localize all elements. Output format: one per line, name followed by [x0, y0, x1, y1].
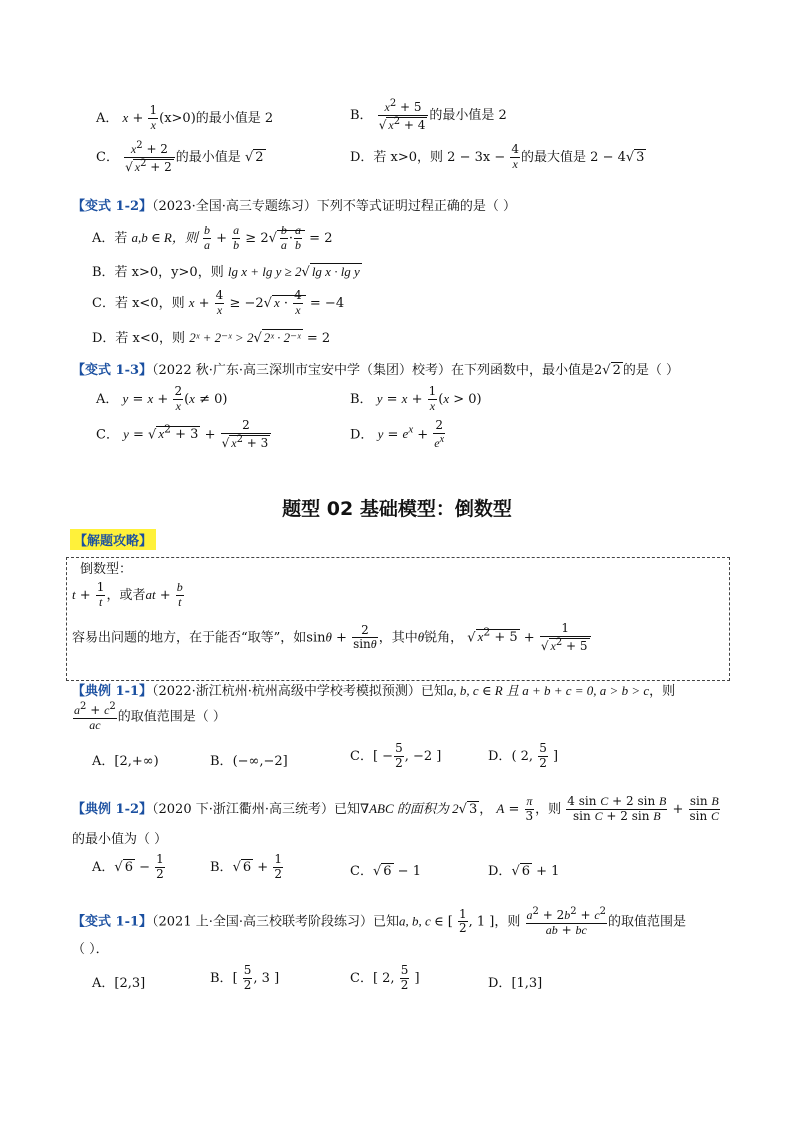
option-value: [2,3] [114, 976, 146, 991]
option-tail: − 1 [397, 864, 421, 879]
option-label: B． [210, 970, 233, 986]
option-label: C．若 x<0，则 [92, 295, 185, 311]
question-text: 的取值范围是（ ） [117, 709, 226, 725]
option-label: D． [488, 864, 512, 879]
option-text: lg x + lg y ≥ 2 [227, 264, 302, 279]
option-label: B． [210, 859, 233, 875]
option-label: A． [92, 754, 115, 769]
tip-line-3: 容易出问题的地方，在于能否“取等”，如sinθ + $\frac{2}{\sin\theta}$ ，其中θ锐角， √ $x^2 + 5$ + $\frac{1}{√ x^2 + 5}$ [72, 622, 592, 654]
question-mid: ，则 [494, 914, 521, 930]
tip-line-1: 倒数型： [80, 562, 133, 577]
d12-line-2: 的最小值为（ ） [72, 832, 168, 847]
question-tail: 的取值范围是 [608, 914, 687, 930]
question-tag: 【变式 1-2】 [72, 199, 153, 214]
option-label: A． [92, 859, 115, 875]
question-tri: ∇ABC 的面积为 2 [360, 800, 459, 816]
question-tail: ，则 [649, 684, 676, 699]
question-text: （2022·浙江杭州·杭州高级中学校考模拟预测）已知 [152, 684, 447, 699]
option-text: a,b ∈ R，则 [131, 229, 198, 245]
v11-option-a [92, 972, 145, 991]
option-label: C． [350, 748, 373, 764]
option-label: C． [96, 427, 119, 443]
question-tag: 【典例 1-1】 [72, 684, 153, 699]
v11-option-c: C．[ 2, $\frac{5}{2}$ ] [350, 963, 420, 992]
d11-option-a [92, 750, 159, 769]
question-text: （2021 上·全国·高三校联考阶段练习）已知 [152, 914, 399, 930]
option-value: [2,+∞) [114, 754, 159, 769]
option-text: 2ˣ + 2⁻ˣ > 2 [189, 330, 254, 345]
v12-option-c: C．若 x<0，则 x + $\frac{4}{x}$ ≥ −2√ x · $\frac{4}{x}$ = −4 [92, 288, 345, 317]
d12-stem: 【典例 1-2】（2020 下·浙江衢州·高三统考）已知∇ABC 的面积为 2√ 3 ， A = $\frac{\pi}{3}$ ，则 $\frac{\text{4 sin C + 2 sin B}}{\text{sin C + 2 sin B}}$ + $\frac{\text{sin B}}{\text{sin C}}$ [72, 794, 720, 823]
tip-text-c: 锐角， [424, 630, 464, 646]
v12-option-d: D．若 x<0，则 2ˣ + 2⁻ˣ > 2√ 2ˣ · 2⁻ˣ = 2 [92, 330, 331, 346]
option-label: A． [92, 976, 115, 991]
option-value: (−∞,−2] [232, 754, 288, 769]
d12-option-c: C．√ 6 − 1 [350, 864, 421, 879]
v11-option-d [488, 972, 542, 991]
v13-option-a: A． y = x + $\frac{2}{x}$ (x ≠ 0) [96, 384, 228, 413]
q0-option-c: C． $\frac{x^2 + 2}{√ x^2 + 2}$ 的最小值是 √ 2 [96, 140, 264, 174]
option-root: 2ˣ · 2⁻ˣ [263, 330, 301, 345]
option-label: A．若 [92, 230, 128, 246]
v13-option-d: D． $y = e^x$ + $\frac{2}{e^x}$ [350, 418, 445, 450]
tip-text-a: 容易出问题的地方，在于能否“取等”，如 [72, 630, 307, 646]
option-label: D． [488, 748, 512, 764]
option-label: B． [210, 754, 233, 769]
question-cond: a, b, c ∈ R 且 a + b + c = 0, a > b > c [446, 683, 650, 698]
option-label: A． [96, 391, 119, 407]
v11-line-2: （ ）． [72, 942, 109, 957]
question-tag: 【变式 1-1】 [72, 914, 153, 930]
option-label: D．若 x<0，则 [92, 331, 186, 346]
d11-option-d: D．( 2, $\frac{5}{2}$ ] [488, 741, 559, 770]
option-label: B． [350, 391, 373, 407]
question-tag: 【变式 1-3】 [72, 363, 153, 378]
v12-option-b: B．若 x>0，y>0，则 lg x + lg y ≥ 2√ lg x · lg y [92, 264, 360, 280]
question-text: （2022 秋·广东·高三深圳市宝安中学（集团）校考）在下列函数中，最小值是 [152, 363, 594, 378]
option-label: C． [350, 970, 373, 986]
d12-option-b: B．√ 6 + $\frac{1}{2}$ [210, 852, 282, 881]
option-text: (x>0)的最小值是 2 [159, 110, 274, 126]
option-text: = −4 [309, 295, 345, 311]
question-text: （2023·全国·高三专题练习）下列不等式证明过程正确的是（ ） [152, 199, 516, 214]
option-text: 的最大值是 2 − 4 [521, 149, 626, 165]
v12-option-a: A．若 a,b ∈ R，则 $\frac{b}{a}$ + $\frac{a}{b}$ ≥ 2√ $\frac{b}{a}$ · $\frac{a}{b}$ = 2 [92, 223, 333, 252]
d11-option-b [210, 750, 288, 769]
option-label: A． [96, 110, 119, 126]
v13-stem: 【变式 1-3】（2022 秋·广东·高三深圳市宝安中学（集团）校考）在下列函数中，最小值是2√ 2 的是（ ） [72, 363, 679, 378]
q0-option-a: A． x + $\frac{1}{x}$ (x>0)的最小值是 2 [96, 103, 274, 132]
section-heading: 题型 02 基础模型：倒数型 [282, 498, 512, 520]
option-label: C． [96, 149, 119, 165]
option-value: [1,3] [511, 976, 543, 991]
option-label: D． [488, 976, 512, 991]
tip-label: 【解题攻略】 [70, 529, 156, 550]
d12-option-d: D．√ 6 + 1 [488, 864, 560, 879]
q0-option-d: D．若 x>0，则 2 − 3x − $\frac{4}{x}$ 的最大值是 2 − 4√ 3 [350, 142, 645, 171]
v12-stem [72, 199, 516, 215]
v13-option-c: C． y = √ $x^2 + 3$ + $\frac{2}{√ x^2 + 3}$ [96, 419, 272, 451]
v11-stem: 【变式 1-1】（2021 上·全国·高三校联考阶段练习）已知a, b, c ∈ [ $\frac{1}{2}$ , 1 ]，则 $\frac{a^2 + 2b^2 + c^2}{ab + bc}$ 的取值范围是 [72, 906, 687, 937]
option-tail: + 1 [536, 864, 560, 879]
question-var: a, b, c ∈ [399, 913, 444, 929]
tip-text-b: ，其中 [378, 630, 418, 646]
question-sep: ， [479, 801, 493, 817]
option-tail: = 2 [306, 331, 331, 346]
v11-option-b: B．[ $\frac{5}{2}$ , 3 ] [210, 963, 280, 992]
question-tail: 的是（ ） [622, 363, 679, 378]
option-label: C． [350, 864, 373, 879]
option-label: B． [350, 107, 373, 123]
option-root: lg x · lg y [311, 264, 360, 279]
question-sep: ，则 [535, 801, 562, 817]
q0-option-b: B． $\frac{x^2 + 5}{√ x^2 + 4}$ 的最小值是 2 [350, 98, 507, 132]
v13-option-b: B． y = x + $\frac{1}{x}$ (x > 0) [350, 384, 482, 413]
d11-stem [72, 683, 675, 700]
option-label: D． [350, 427, 374, 443]
question-text: （2020 下·浙江衢州·高三统考）已知 [152, 801, 360, 817]
option-text: 的最小值是 [175, 149, 241, 165]
d11-option-c: C．[ − $\frac{5}{2}$ , −2 ] [350, 741, 442, 770]
d12-option-a: A．√ 6 − $\frac{1}{2}$ [92, 852, 164, 881]
tip-line-2: t + $\frac{1}{t}$ ，或者at + $\frac{b}{t}$ [72, 580, 183, 609]
tip-text: ，或者 [106, 587, 146, 603]
option-label: D．若 x>0，则 2 − 3x − [350, 149, 506, 165]
option-text: 的最小值是 2 [429, 107, 507, 123]
tip-box [66, 557, 730, 681]
option-label: B．若 x>0，y>0，则 [92, 265, 224, 280]
d11-line-2: $\frac{a^2 + c^2}{ac}$ 的取值范围是（ ） [74, 701, 226, 732]
question-tag: 【典例 1-2】 [72, 801, 153, 817]
